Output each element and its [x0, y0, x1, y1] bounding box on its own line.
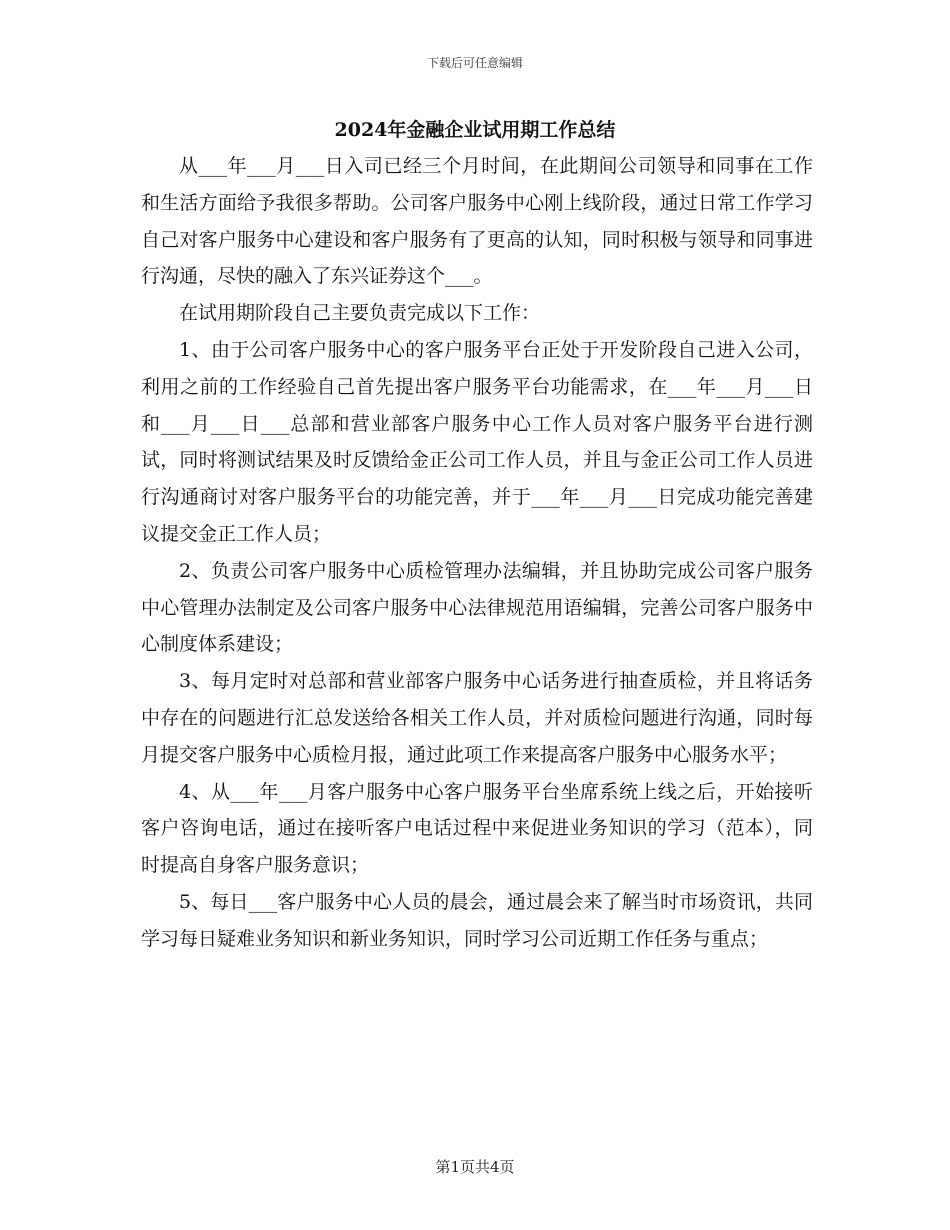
document-title: 2024年金融企业试用期工作总结 [334, 119, 616, 141]
page-number: 第1页共4页 [435, 1158, 515, 1176]
paragraph-item-1: 1、由于公司客户服务中心的客户服务平台正处于开发阶段自己进入公司，利用之前的工作经验自己首先提出客户服务平台功能需求，在___年___月___日和___月___日___总部和营业部客户服务中心工作人员对客户服务平台进行测试，同时将测试结果及时反馈给金正公司工作人员，并且与金正公司工作人员进行沟通商讨对客户服务平台的功能完善，并于___年___月___日完成功能完善建议提交金正工作人员； [141, 338, 813, 545]
paragraph-intro: 从___年___月___日入司已经三个月时间，在此期间公司领导和同事在工作和生活方面给予我很多帮助。公司客户服务中心刚上线阶段，通过日常工作学习自己对客户服务中心建设和客户服务有了更高的认知，同时积极与领导和同事进行沟通，尽快的融入了东兴证券这个___。 [141, 155, 813, 288]
paragraph-item-5: 5、每日___客户服务中心人员的晨会，通过晨会来了解当时市场资讯，共同学习每日疑难业务知识和新业务知识，同时学习公司近期工作任务与重点； [141, 890, 813, 950]
page-header-note: 下载后可任意编辑 [426, 56, 523, 70]
paragraph-summary-lead: 在试用期阶段自己主要负责完成以下工作： [179, 302, 541, 325]
paragraph-item-4: 4、从___年___月客户服务中心客户服务平台坐席系统上线之后，开始接听客户咨询电话，通过在接听客户电话过程中来促进业务知识的学习（范本），同时提高自身客户服务意识； [141, 780, 813, 877]
paragraph-item-2: 2、负责公司客户服务中心质检管理办法编辑，并且协助完成公司客户服务中心管理办法制定及公司客户服务中心法律规范用语编辑，完善公司客户服务中心制度体系建设； [141, 559, 813, 656]
paragraph-item-3: 3、每月定时对总部和营业部客户服务中心话务进行抽查质检，并且将话务中存在的问题进行汇总发送给各相关工作人员，并对质检问题进行沟通，同时每月提交客户服务中心质检月报，通过此项工作来提高客户服务中心服务水平； [141, 670, 813, 766]
document-body [141, 148, 813, 958]
